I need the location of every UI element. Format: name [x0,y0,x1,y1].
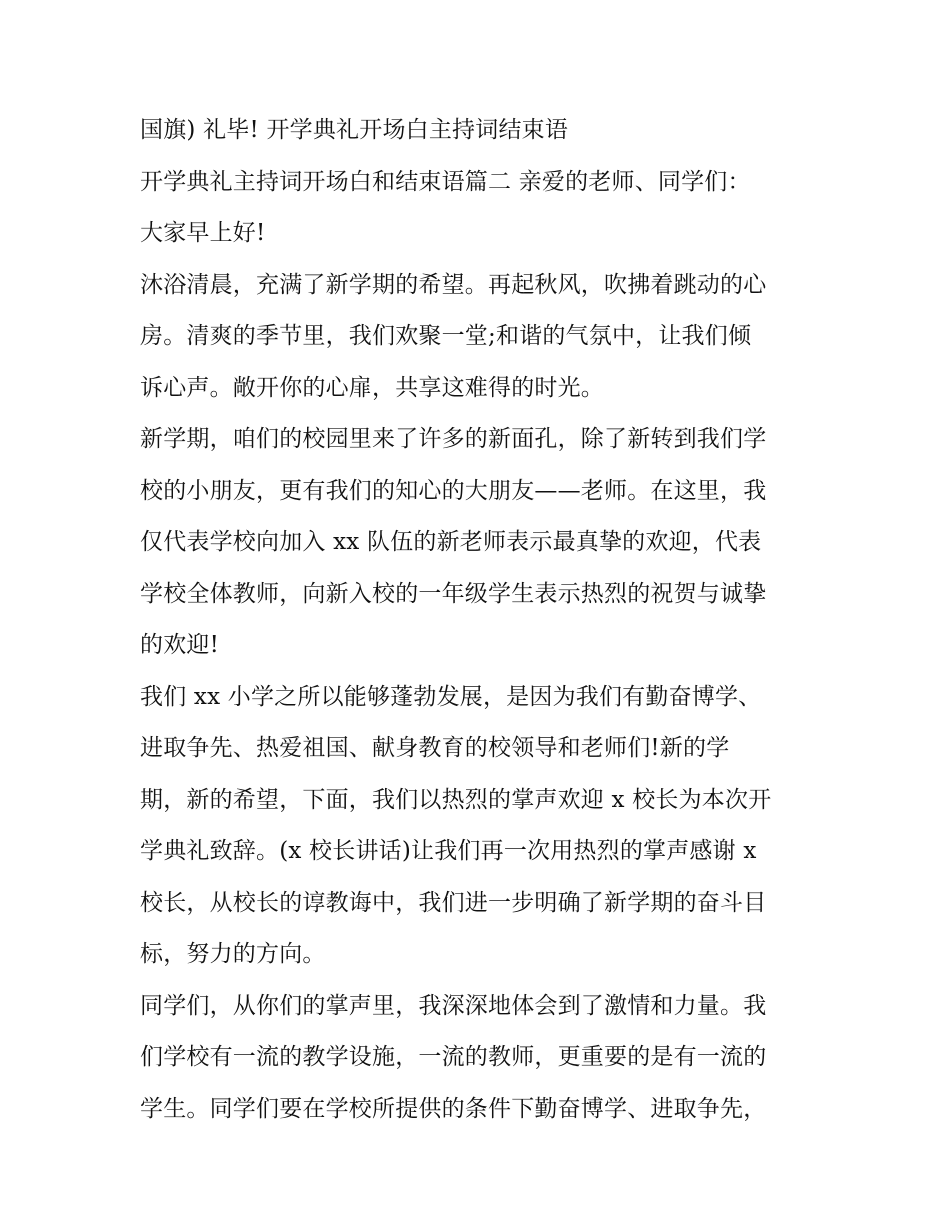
paragraph-good-morning [140,210,820,262]
text-line: 同学们，从你们的掌声里，我深深地体会到了激情和力量。我 [140,992,767,1019]
paragraph-heading-line [140,107,820,159]
paragraph-title-greeting [140,159,820,211]
text-line: 学生。同学们要在学校所提供的条件下勤奋博学、进取争先， [140,1095,767,1122]
text-line: 学校全体教师，向新入校的一年级学生表示热烈的祝贺与诚挚 [140,580,767,607]
text-line: 标，努力的方向。 [140,941,326,967]
paragraph-principal-speech [140,674,820,983]
text-line: 学典礼致辞。(x 校长讲话)让我们再一次用热烈的掌声感谢 x [140,838,757,864]
text-line: 校长，从校长的谆教诲中，我们进一步明确了新学期的奋斗目 [140,889,767,916]
document-body [140,107,820,1137]
text-line: 开学典礼主持词开场白和结束语篇二 亲爱的老师、同学们： [140,168,751,195]
text-line: 国旗) 礼毕! 开学典礼开场白主持词结束语 [140,117,569,143]
text-line: 们学校有一流的教学设施，一流的教师，更重要的是有一流的 [140,1044,767,1070]
text-line: 期，新的希望，下面，我们以热烈的掌声欢迎 x 校长为本次开 [140,786,772,813]
paragraph-new-faces [140,416,820,674]
text-line: 房。清爽的季节里，我们欢聚一堂;和谐的气氛中，让我们倾 [140,323,752,349]
paragraph-students [140,983,820,1138]
text-line: 校的小朋友，更有我们的知心的大朋友——老师。在这里，我 [140,477,767,504]
paragraph-morning-hope [140,262,820,417]
text-line: 我们 xx 小学之所以能够蓬勃发展，是因为我们有勤奋博学、 [140,683,762,710]
text-line: 进取争先、热爱祖国、献身教育的校领导和老师们!新的学 [140,735,730,761]
text-line: 新学期，咱们的校园里来了许多的新面孔，除了新转到我们学 [140,426,767,452]
text-line: 大家早上好! [140,220,266,246]
text-line: 沐浴清晨，充满了新学期的希望。再起秋风，吹拂着跳动的心 [140,271,767,298]
text-line: 的欢迎! [140,632,220,658]
text-line: 仅代表学校向加入 xx 队伍的新老师表示最真挚的欢迎，代表 [140,529,762,555]
text-line: 诉心声。敞开你的心扉，共享这难得的时光。 [140,374,604,401]
